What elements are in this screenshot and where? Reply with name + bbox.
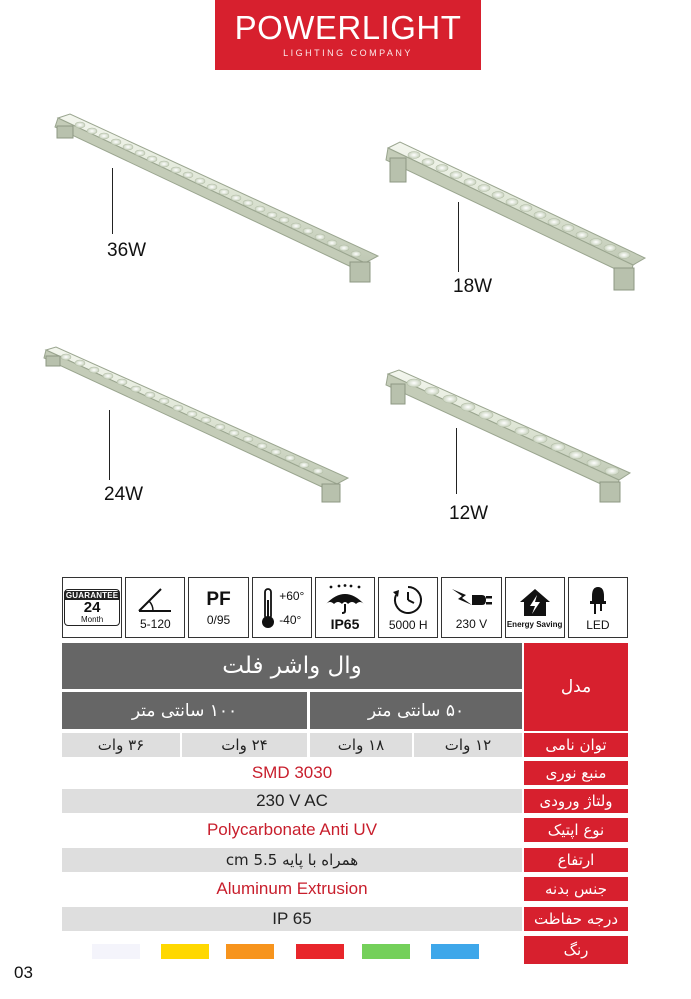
led-feature xyxy=(568,577,628,638)
guarantee-title: GUARANTEE xyxy=(65,591,119,600)
color-swatch-red xyxy=(296,944,344,959)
brand-name: POWERLIGHT xyxy=(234,9,462,46)
beam-angle-feature xyxy=(125,577,185,638)
spec-light-source-value: SMD 3030 xyxy=(251,763,333,782)
color-swatch-white xyxy=(92,944,140,959)
beam-angle-label: 5-120 xyxy=(139,616,171,631)
spec-protection-value: IP 65 xyxy=(62,907,522,931)
product-24w-image xyxy=(44,347,348,502)
power-factor-feature xyxy=(188,577,248,638)
leader-line xyxy=(109,410,110,480)
energy-saving-label: Energy Saving xyxy=(506,620,563,629)
spec-optic-label: نوع اپتیک xyxy=(524,818,628,842)
guarantee-badge xyxy=(62,577,122,638)
spec-voltage-label: ولتاژ ورودی xyxy=(524,789,628,813)
spec-length-50: ۵۰ سانتی متر xyxy=(310,692,522,729)
product-36w-image xyxy=(55,114,378,282)
led-icon xyxy=(586,584,610,616)
color-swatch-blue xyxy=(431,944,479,959)
spec-voltage-value: 230 V AC xyxy=(62,789,522,813)
voltage-label: 230 V xyxy=(455,616,488,631)
product-24w-label: 24W xyxy=(104,484,144,505)
guarantee-unit: Month xyxy=(80,615,104,624)
brand-tagline: LIGHTING COMPANY xyxy=(283,48,413,58)
led-label: LED xyxy=(586,617,610,632)
color-swatch-yellow xyxy=(161,944,209,959)
lifetime-label: 5000 H xyxy=(388,617,428,632)
product-36w-label: 36W xyxy=(107,240,147,261)
guarantee-badge-frame xyxy=(64,589,120,626)
beam-angle-icon xyxy=(135,585,175,615)
product-12w-label: 12W xyxy=(449,503,489,524)
temperature-feature xyxy=(252,577,312,638)
power-factor-label: 0/95 xyxy=(206,612,231,627)
voltage-feature xyxy=(441,577,501,638)
product-18w-image xyxy=(386,142,645,290)
leader-line xyxy=(458,202,459,272)
house-bolt-icon xyxy=(517,586,553,618)
timer-icon xyxy=(391,584,425,616)
spec-power-12w: ۱۲ وات xyxy=(414,733,522,757)
spec-height-value: همراه با پایه cm 5.5 xyxy=(62,848,522,872)
product-18w-label: 18W xyxy=(453,276,493,297)
spec-power-36w: ۳۶ وات xyxy=(62,733,180,757)
page-number: 03 xyxy=(14,963,33,982)
umbrella-rain-icon xyxy=(323,584,367,614)
spec-length-100: ۱۰۰ سانتی متر xyxy=(62,692,307,729)
spec-model-name: وال واشر فلت xyxy=(62,643,522,689)
color-swatch-orange xyxy=(226,944,274,959)
energy-saving-feature xyxy=(505,577,565,638)
spec-color-label: رنگ xyxy=(524,936,628,964)
plug-icon xyxy=(448,585,494,615)
product-12w-image xyxy=(386,370,630,502)
leader-line xyxy=(456,428,457,494)
power-factor-title: PF xyxy=(206,588,231,610)
spec-power-label: توان نامی xyxy=(524,733,628,757)
spec-power-18w: ۱۸ وات xyxy=(310,733,412,757)
thermometer-icon xyxy=(259,586,277,630)
spec-model-label: مدل xyxy=(524,643,628,731)
ip-rating-label: IP65 xyxy=(330,615,360,632)
spec-power-24w: ۲۴ وات xyxy=(182,733,307,757)
temperature-range xyxy=(279,589,304,627)
spec-height-label: ارتفاع xyxy=(524,848,628,872)
spec-body-value: Aluminum Extrusion xyxy=(216,879,368,898)
guarantee-value: 24 xyxy=(83,599,101,616)
temperature-high: +60° xyxy=(279,588,305,603)
feature-icons-row xyxy=(62,577,628,638)
leader-line xyxy=(112,168,113,234)
ip-rating-feature xyxy=(315,577,375,638)
color-swatch-green xyxy=(362,944,410,959)
lifetime-feature xyxy=(378,577,438,638)
temperature-low: -40° xyxy=(279,612,302,627)
spec-body-label: جنس بدنه xyxy=(524,877,628,901)
spec-optic-value: Polycarbonate Anti UV xyxy=(206,820,378,839)
spec-protection-label: درجه حفاظت xyxy=(524,907,628,931)
spec-light-source-label: منبع نوری xyxy=(524,761,628,785)
